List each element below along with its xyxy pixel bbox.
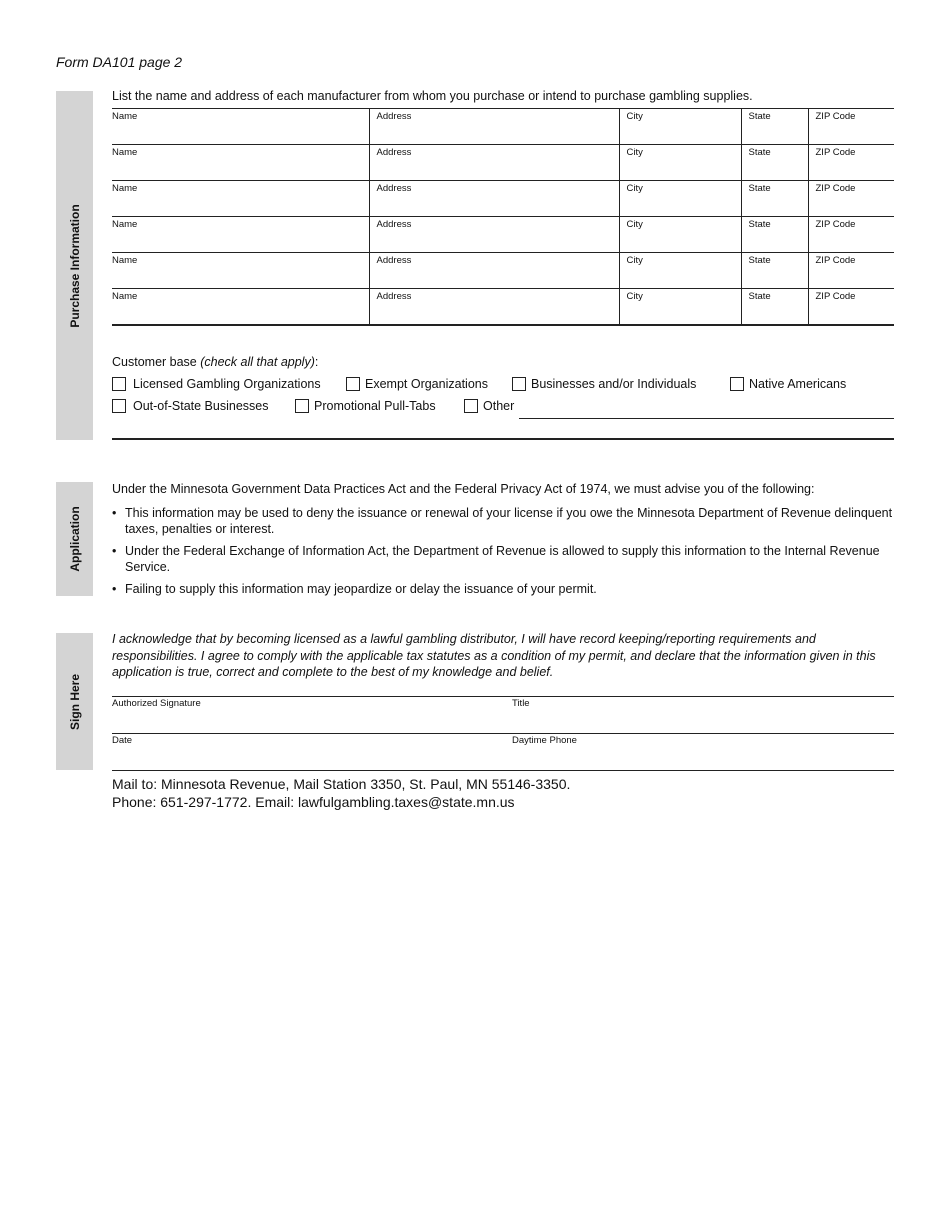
- application-tab: [56, 482, 93, 596]
- mailing-instructions: [112, 775, 570, 811]
- city-field[interactable]: City: [619, 217, 741, 253]
- zip-field[interactable]: ZIP Code: [808, 109, 894, 145]
- city-field[interactable]: City: [619, 109, 741, 145]
- manufacturer-table: [112, 108, 894, 326]
- zip-field[interactable]: ZIP Code: [808, 145, 894, 181]
- purchase-information-tab-label: Purchase Information: [67, 203, 82, 328]
- privacy-notice-list: [112, 505, 894, 597]
- manufacturer-row: [112, 109, 894, 145]
- sign-here-tab-label: Sign Here: [67, 673, 82, 730]
- form-id: Form DA101 page 2: [56, 54, 183, 70]
- zip-field[interactable]: ZIP Code: [808, 289, 894, 325]
- name-field[interactable]: Name: [112, 181, 369, 217]
- privacy-bullet: • Failing to supply this information may jeopardize or delay the issuance of your permit.: [112, 581, 894, 597]
- sign-section-bottom-rule: [112, 770, 894, 771]
- date-field[interactable]: Date: [112, 735, 133, 746]
- city-field[interactable]: City: [619, 289, 741, 325]
- checkbox-box[interactable]: [346, 377, 360, 391]
- checkbox-box[interactable]: [112, 377, 126, 391]
- businesses-individuals-checkbox[interactable]: [512, 377, 696, 391]
- promotional-pull-tabs-checkbox[interactable]: [295, 399, 436, 413]
- acknowledgement-text: I acknowledge that by becoming licensed as a lawful gambling distributor, I will have record keeping/reporting requirements and responsibilities. I agree to comply with the applicable tax statutes as a condition of my permit, and declare that the information given in this application is true, correct and complete to the best of my knowledge and belief.: [112, 632, 876, 679]
- checkbox-label: Promotional Pull-Tabs: [314, 399, 436, 413]
- zip-field[interactable]: ZIP Code: [808, 217, 894, 253]
- state-field[interactable]: State: [741, 181, 808, 217]
- purchase-information-tab: [56, 91, 93, 440]
- state-field[interactable]: State: [741, 145, 808, 181]
- licensed-gambling-checkbox[interactable]: [112, 377, 321, 391]
- name-field[interactable]: Name: [112, 109, 369, 145]
- daytime-phone-field[interactable]: Daytime Phone: [512, 735, 577, 746]
- zip-field[interactable]: ZIP Code: [808, 253, 894, 289]
- city-field[interactable]: City: [619, 181, 741, 217]
- checkbox-label: Out-of-State Businesses: [133, 399, 269, 413]
- name-field[interactable]: Name: [112, 289, 369, 325]
- customer-base-label: Customer base (check all that apply):: [112, 355, 319, 369]
- manufacturer-row: [112, 217, 894, 253]
- sign-here-tab: [56, 633, 93, 770]
- address-field[interactable]: Address: [369, 253, 619, 289]
- contact-info: Phone: 651-297-1772. Email: lawfulgambling.taxes@state.mn.us: [112, 794, 515, 810]
- date-row-rule: [112, 733, 894, 734]
- zip-field[interactable]: ZIP Code: [808, 181, 894, 217]
- address-field[interactable]: Address: [369, 145, 619, 181]
- checkbox-box[interactable]: [464, 399, 478, 413]
- name-field[interactable]: Name: [112, 217, 369, 253]
- manufacturer-row: [112, 253, 894, 289]
- manufacturer-instructions: List the name and address of each manufacturer from whom you purchase or intend to purchase gambling supplies.: [112, 89, 753, 103]
- checkbox-label: Native Americans: [749, 377, 847, 391]
- address-field[interactable]: Address: [369, 109, 619, 145]
- manufacturer-row: [112, 289, 894, 325]
- manufacturer-row: [112, 181, 894, 217]
- purchase-section-bottom-rule: [112, 438, 894, 440]
- privacy-bullet: • Under the Federal Exchange of Information Act, the Department of Revenue is allowed to supply this information to the Internal Revenue Service.: [112, 543, 894, 575]
- checkbox-label: Licensed Gambling Organizations: [133, 377, 321, 391]
- city-field[interactable]: City: [619, 253, 741, 289]
- privacy-notice-intro: Under the Minnesota Government Data Practices Act and the Federal Privacy Act of 1974, we must advise you of the following:: [112, 482, 815, 496]
- checkbox-box[interactable]: [730, 377, 744, 391]
- privacy-bullet: • This information may be used to deny the issuance or renewal of your license if you owe the Minnesota Department of Revenue delinquent taxes, penalties or interest.: [112, 505, 894, 537]
- checkbox-box[interactable]: [112, 399, 126, 413]
- state-field[interactable]: State: [741, 289, 808, 325]
- checkbox-box[interactable]: [295, 399, 309, 413]
- other-specify-line[interactable]: [519, 418, 894, 419]
- application-tab-label: Application: [67, 506, 82, 572]
- out-of-state-checkbox[interactable]: [112, 399, 268, 413]
- manufacturer-row: [112, 145, 894, 181]
- state-field[interactable]: State: [741, 253, 808, 289]
- authorized-signature-field[interactable]: Authorized Signature: [112, 698, 201, 709]
- address-field[interactable]: Address: [369, 217, 619, 253]
- mail-address: Mail to: Minnesota Revenue, Mail Station 3350, St. Paul, MN 55146-3350.: [112, 776, 571, 792]
- checkbox-label: Businesses and/or Individuals: [531, 377, 697, 391]
- checkbox-box[interactable]: [512, 377, 526, 391]
- other-checkbox[interactable]: [464, 399, 514, 413]
- name-field[interactable]: Name: [112, 253, 369, 289]
- native-americans-checkbox[interactable]: [730, 377, 846, 391]
- exempt-organizations-checkbox[interactable]: [346, 377, 488, 391]
- address-field[interactable]: Address: [369, 289, 619, 325]
- city-field[interactable]: City: [619, 145, 741, 181]
- title-field[interactable]: Title: [512, 698, 530, 709]
- address-field[interactable]: Address: [369, 181, 619, 217]
- privacy-notice: [112, 481, 894, 603]
- checkbox-label: Other: [483, 399, 515, 413]
- name-field[interactable]: Name: [112, 145, 369, 181]
- signature-row-rule: [112, 696, 894, 697]
- state-field[interactable]: State: [741, 217, 808, 253]
- checkbox-label: Exempt Organizations: [365, 377, 488, 391]
- state-field[interactable]: State: [741, 109, 808, 145]
